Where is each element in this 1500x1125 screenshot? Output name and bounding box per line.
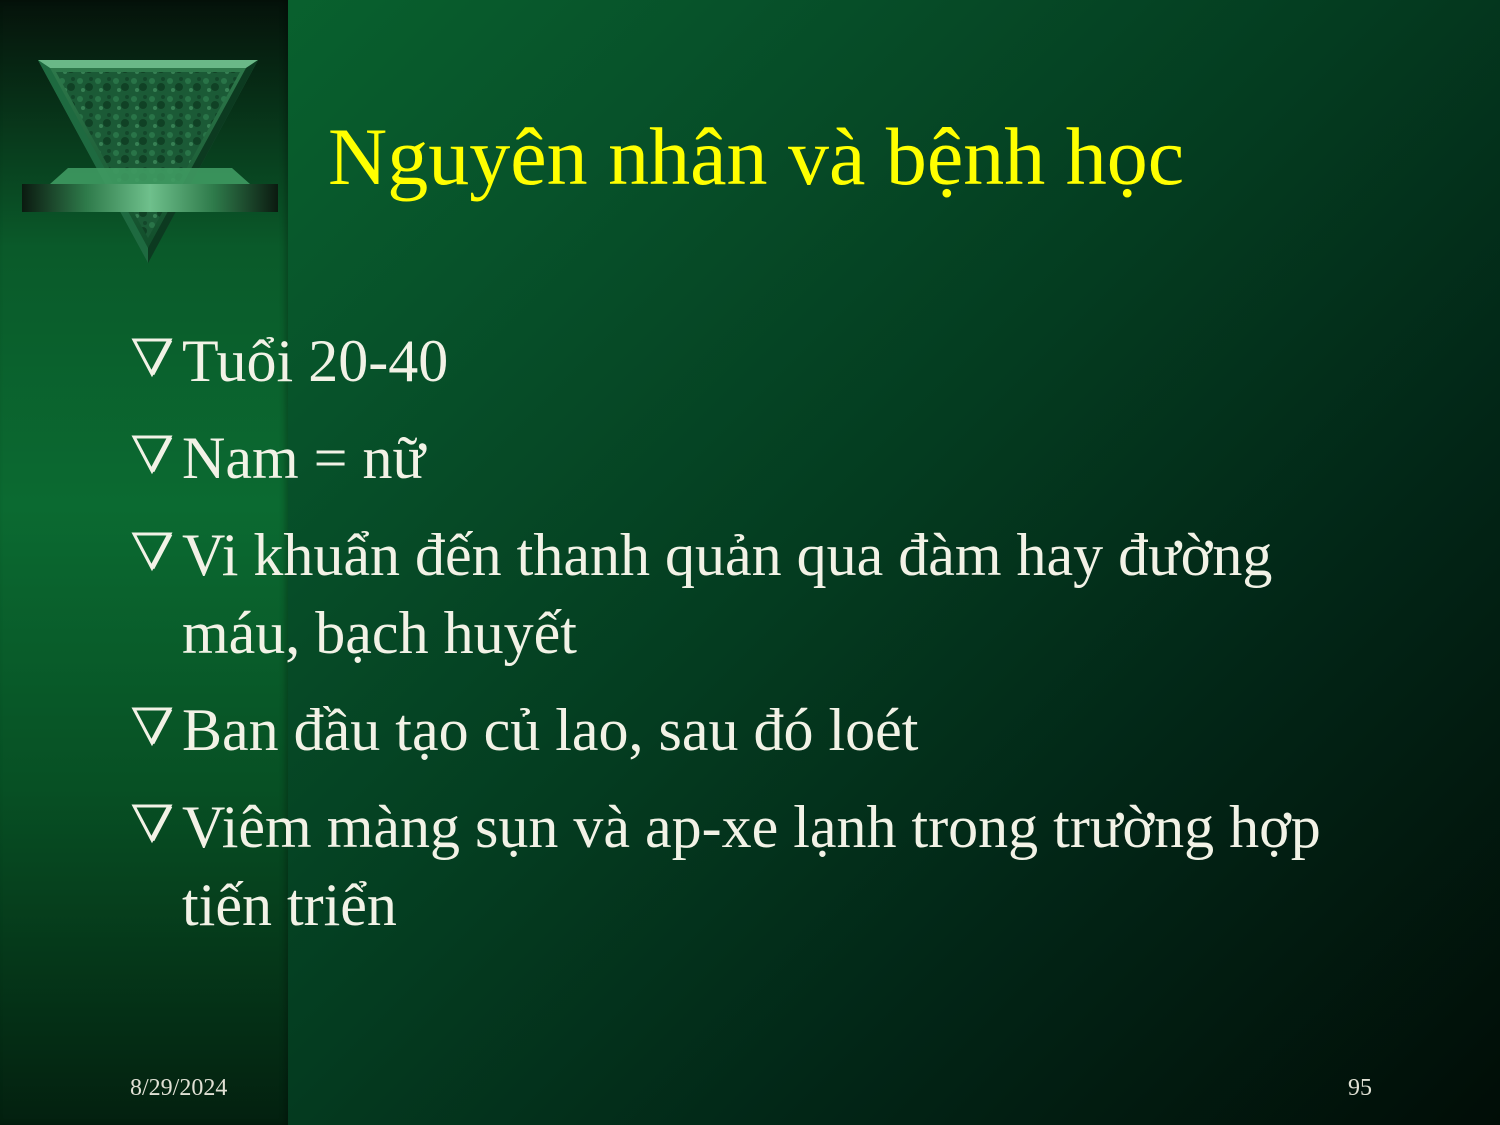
bullet-text: Ban đầu tạo củ lao, sau đó loét xyxy=(182,697,919,763)
bullet-text: Nam = nữ xyxy=(182,425,425,491)
bullet-text: Vi khuẩn đến thanh quản qua đàm hay đường máu, bạch huyết xyxy=(182,522,1273,666)
bullet-item xyxy=(130,788,1390,944)
bullet-item xyxy=(130,516,1390,672)
bullet-list xyxy=(130,322,1390,963)
bullet-item xyxy=(130,322,1390,400)
check-triangle-icon xyxy=(130,528,174,576)
check-triangle-icon xyxy=(130,800,174,848)
bullet-item xyxy=(130,419,1390,497)
bullet-item xyxy=(130,691,1390,769)
slide-title: Nguyên nhân và bệnh học xyxy=(328,111,1185,202)
footer-date: 8/29/2024 xyxy=(130,1075,228,1101)
check-triangle-icon xyxy=(130,431,174,479)
page-number: 95 xyxy=(1348,1075,1372,1101)
bullet-text: Tuổi 20-40 xyxy=(182,328,449,394)
inverted-triangle-logo-icon xyxy=(22,58,278,268)
bullet-text: Viêm màng sụn và ap-xe lạnh trong trường hợp tiến triển xyxy=(182,794,1321,938)
check-triangle-icon xyxy=(130,703,174,751)
check-triangle-icon xyxy=(130,334,174,382)
